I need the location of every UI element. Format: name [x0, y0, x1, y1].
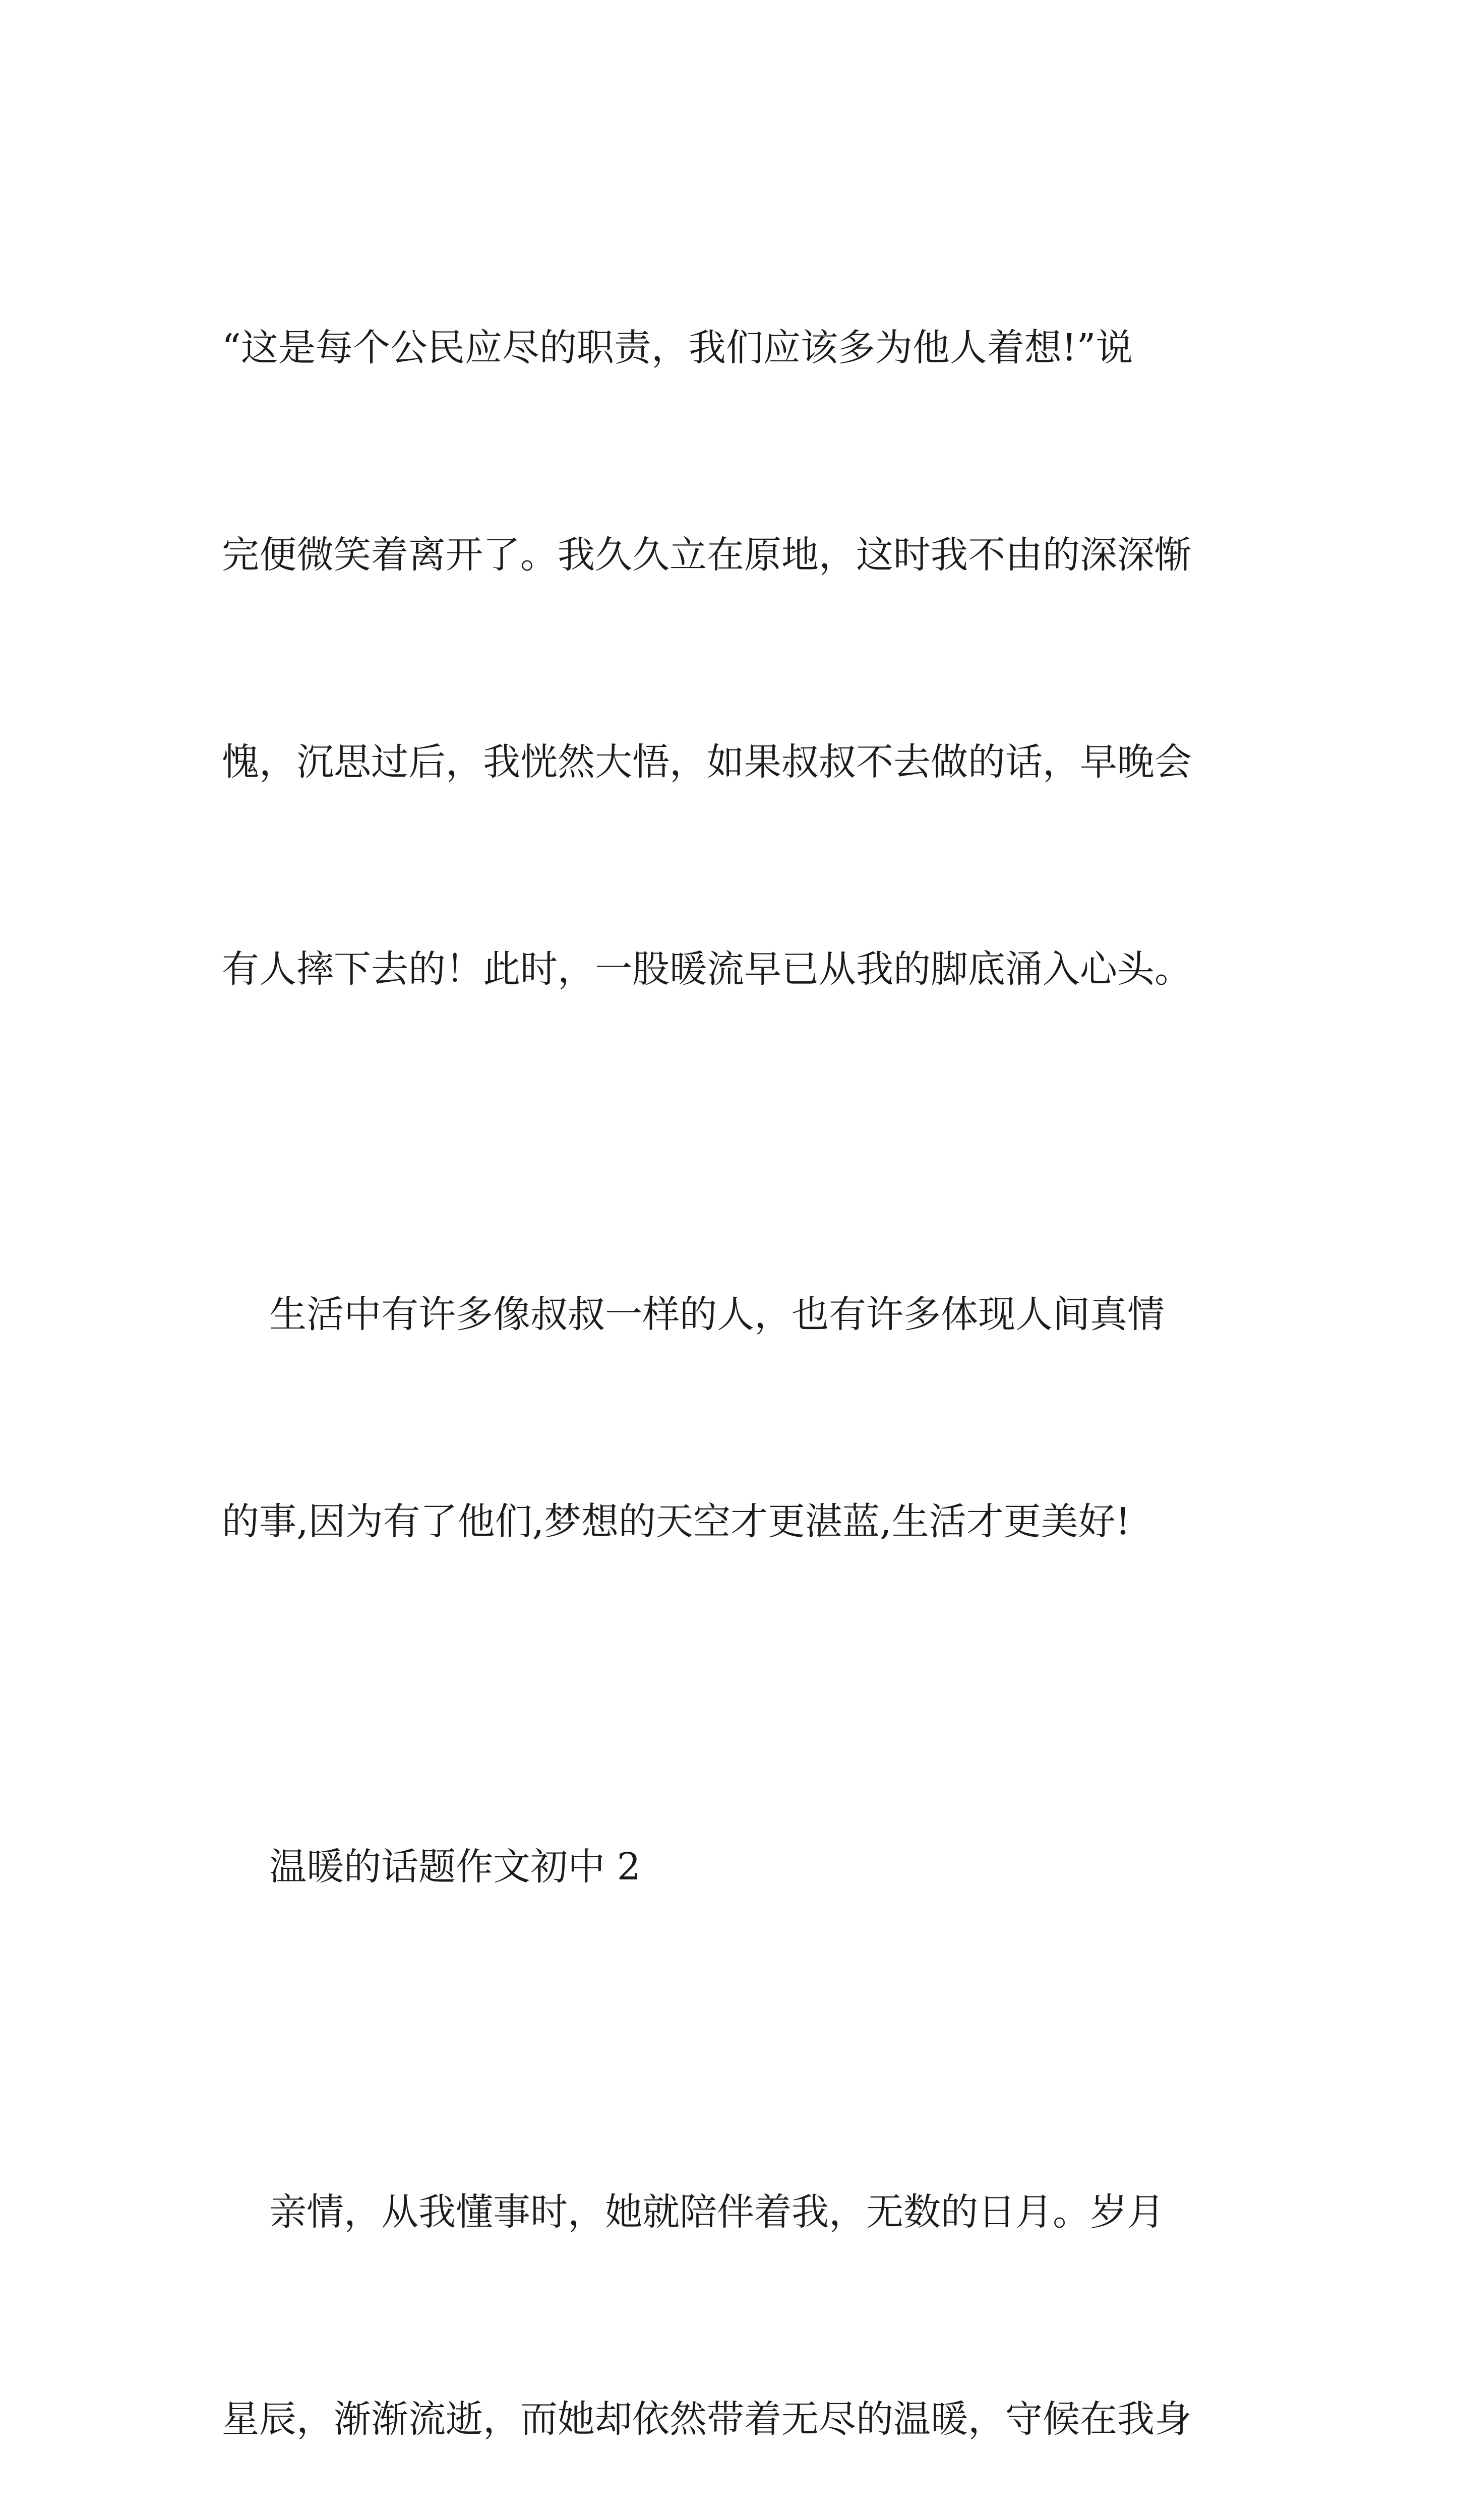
paragraph — [222, 2040, 1230, 2520]
text-line: 愧，沉思过后，我恍然大悟，如果叔叔不去做的话，早晚会 — [222, 740, 1192, 784]
paragraph-continued — [222, 175, 1230, 1142]
text-line: 生活中有许多像叔叔一样的人，也有许多体现人间真情 — [222, 1293, 1165, 1336]
heading-line: 温暖的话题作文初中 2 — [222, 1845, 641, 1888]
text-line: 有人摔下去的！此时，一股暖流早已从我的脚底涌入心头。 — [222, 948, 1192, 991]
text-line: 亲情，从我懂事时，她就陪伴着我，无数的日月。岁月 — [222, 2190, 1165, 2234]
text-line: 星辰，渐渐流逝，而她却依然带着无尽的温暖，守候在我身 — [222, 2398, 1192, 2441]
text-line: 的事,因为有了他们,梦想的天空才更湛蓝,生活才更美好! — [222, 1500, 1131, 1543]
document-body — [222, 175, 1230, 2520]
paragraph — [222, 1142, 1230, 1694]
text-line: “这是每个公民应尽的职责，我们应该多为他人着想!”说 — [222, 326, 1133, 369]
section-heading — [222, 1694, 1230, 2040]
text-line: 完便微笑着离开了。我久久立在原地，这时我不由的深深惭 — [222, 533, 1192, 577]
